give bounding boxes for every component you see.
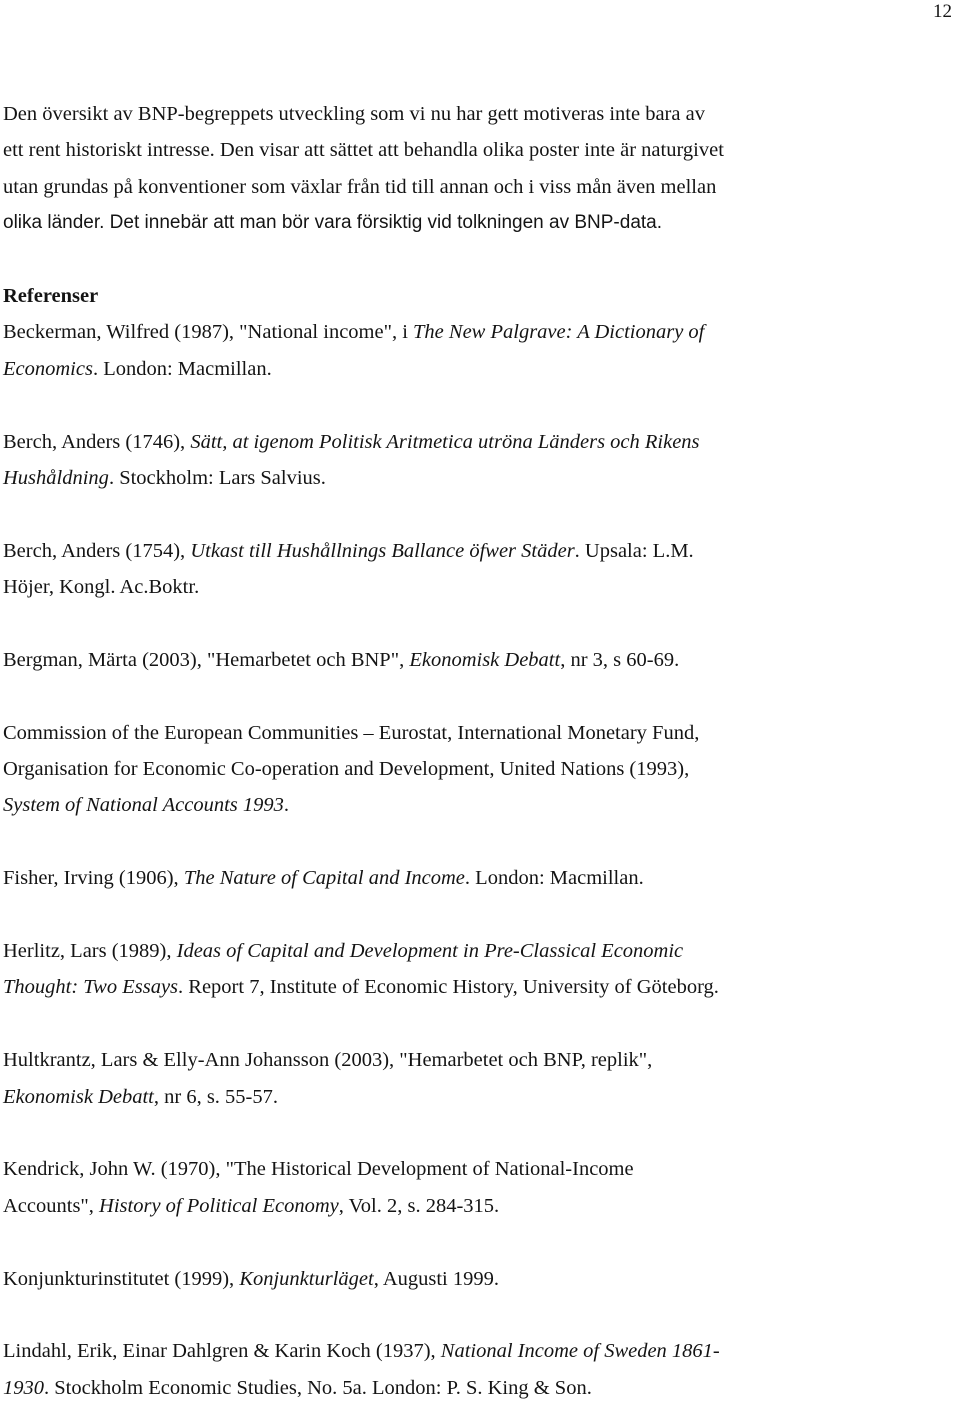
reference-text: Lindahl, Erik, Einar Dahlgren & Karin Koch (1937), — [3, 1340, 441, 1363]
reference-entry-kendrick — [3, 1151, 953, 1224]
reference-entry-lindahl — [3, 1333, 953, 1406]
reference-title: Konjunkturläget — [239, 1267, 374, 1290]
reference-text: . Report 7, Institute of Economic History, University of Göteborg. — [178, 976, 719, 999]
references-heading: Referenser — [3, 284, 99, 307]
reference-text: Kendrick, John W. (1970), "The Historical Development of National-Income — [3, 1158, 634, 1181]
reference-text: . Stockholm: Lars Salvius. — [108, 466, 326, 489]
reference-entry-konjunkturinstitutet — [3, 1261, 953, 1297]
reference-text: , nr 6, s. 55-57. — [153, 1085, 279, 1108]
reference-title: Utkast till Hushållnings Ballance öfwer Städer — [190, 539, 575, 562]
reference-title: National Income of Sweden 1861- — [440, 1340, 720, 1363]
reference-entry-bergman — [3, 642, 953, 678]
reference-text: Berch, Anders (1746), — [3, 430, 191, 453]
reference-journal: Ekonomisk Debatt — [3, 1085, 154, 1108]
reference-text: Herlitz, Lars (1989), — [3, 939, 177, 962]
reference-text: Konjunkturinstitutet (1999), — [3, 1267, 240, 1290]
reference-text: Beckerman, Wilfred (1987), "National income", i — [3, 321, 414, 344]
reference-text: , nr 3, s 60-69. — [560, 648, 680, 671]
reference-title: System of National Accounts 1993 — [3, 794, 284, 817]
reference-text: Höjer, Kongl. Ac.Boktr. — [3, 576, 200, 599]
paragraph-line: utan grundas på konventioner som växlar från tid till annan och i viss mån även mellan — [3, 175, 717, 198]
reference-text: , Augusti 1999. — [373, 1267, 499, 1290]
reference-title: Hushåldning — [3, 466, 109, 489]
paragraph-line: Den översikt av BNP-begreppets utveckling som vi nu har gett motiveras inte bara av — [3, 103, 705, 125]
reference-text: Accounts", — [3, 1194, 100, 1217]
reference-entry-beckerman — [3, 314, 953, 387]
reference-entry-hultkrantz — [3, 1042, 953, 1115]
document-body — [3, 96, 953, 1406]
reference-title: Thought: Two Essays — [3, 976, 179, 999]
intro-paragraph — [3, 96, 953, 242]
reference-text: Bergman, Märta (2003), "Hemarbetet och BNP", — [3, 648, 410, 671]
page-number: 12 — [933, 1, 952, 22]
reference-text: . London: Macmillan. — [92, 357, 272, 380]
paragraph-line: ett rent historiskt intresse. Den visar att sättet att behandla olika poster inte är naturgivet — [3, 139, 724, 162]
reference-journal: Ekonomisk Debatt — [409, 648, 561, 671]
reference-entry-berch-1746 — [3, 424, 953, 497]
reference-text: Organisation for Economic Co-operation and Development, United Nations (1993), — [3, 758, 690, 781]
reference-entry-herlitz — [3, 933, 953, 1006]
reference-text: Commission of the European Communities – Eurostat, International Monetary Fund, — [3, 721, 700, 744]
reference-text: . Upsala: L.M. — [574, 539, 694, 562]
reference-journal: History of Political Economy — [99, 1194, 339, 1217]
reference-entry-berch-1754 — [3, 533, 953, 606]
reference-text: , Vol. 2, s. 284-315. — [338, 1194, 500, 1217]
reference-text: . — [283, 794, 290, 817]
reference-title: Ideas of Capital and Development in Pre-Classical Economic — [176, 939, 684, 962]
reference-text: Fisher, Irving (1906), — [3, 867, 184, 890]
reference-text: Hultkrantz, Lars & Elly-Ann Johansson (2003), "Hemarbetet och BNP, replik", — [3, 1049, 653, 1072]
reference-title: Sätt, at igenom Politisk Aritmetica utröna Länders och Rikens — [190, 430, 700, 453]
reference-text: Berch, Anders (1754), — [3, 539, 191, 562]
reference-title: The Nature of Capital and Income — [183, 867, 465, 890]
reference-title: 1930 — [3, 1376, 44, 1399]
reference-entry-fisher — [3, 860, 953, 896]
reference-text: . Stockholm Economic Studies, No. 5a. London: P. S. King & Son. — [44, 1376, 592, 1399]
reference-text: . London: Macmillan. — [464, 867, 644, 890]
paragraph-line: olika länder. Det innebär att man bör vara försiktig vid tolkningen av BNP-data. — [3, 212, 663, 234]
reference-title: Economics — [3, 357, 93, 380]
reference-entry-commission — [3, 715, 953, 824]
reference-title: The New Palgrave: A Dictionary of — [413, 321, 705, 344]
